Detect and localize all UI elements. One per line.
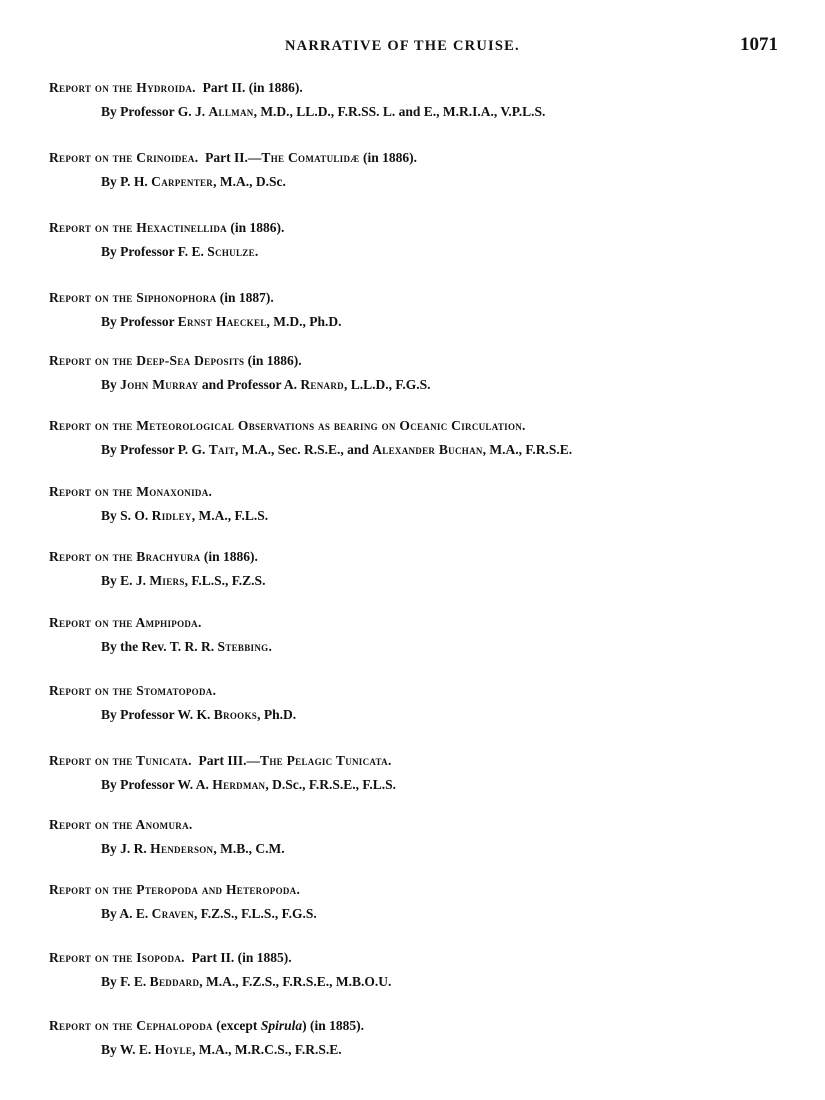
report-title: Report on the Hydroida. Part II. (in 1886). [49, 80, 303, 95]
running-title: NARRATIVE OF THE CRUISE. [285, 38, 520, 54]
report-title: Report on the Meteorological Observations as bearing on Oceanic Circulation. [49, 418, 526, 433]
report-title: Report on the Amphipoda. [49, 615, 202, 630]
report-title: Report on the Cephalopoda (except Spirula) (in 1885). [49, 1018, 364, 1033]
report-author: By Professor G. J. Allman, M.D., LL.D., F.R.SS. L. and E., M.R.I.A., V.P.L.S. [101, 104, 546, 119]
report-author: By P. H. Carpenter, M.A., D.Sc. [101, 174, 286, 189]
report-title: Report on the Siphonophora (in 1887). [49, 290, 274, 305]
report-author: By Professor Ernst Haeckel, M.D., Ph.D. [101, 314, 342, 329]
report-title: Report on the Isopoda. Part II. (in 1885). [49, 950, 292, 965]
report-author: By S. O. Ridley, M.A., F.L.S. [101, 508, 269, 523]
report-author: By Professor W. K. Brooks, Ph.D. [101, 707, 297, 722]
report-author: By W. E. Hoyle, M.A., M.R.C.S., F.R.S.E. [101, 1042, 342, 1057]
report-title: Report on the Brachyura (in 1886). [49, 549, 258, 564]
report-author: By John Murray and Professor A. Renard, L.L.D., F.G.S. [101, 377, 431, 392]
report-title: Report on the Monaxonida. [49, 484, 213, 499]
report-title: Report on the Crinoidea. Part II.—The Comatulidæ (in 1886). [49, 150, 417, 165]
report-author: By F. E. Beddard, M.A., F.Z.S., F.R.S.E., M.B.O.U. [101, 974, 392, 989]
report-author: By the Rev. T. R. R. Stebbing. [101, 639, 272, 654]
report-author: By Professor W. A. Herdman, D.Sc., F.R.S.E., F.L.S. [101, 777, 397, 792]
report-title: Report on the Deep-Sea Deposits (in 1886). [49, 353, 302, 368]
report-author: By J. R. Henderson, M.B., C.M. [101, 841, 285, 856]
page-number: 1071 [740, 34, 778, 55]
report-title: Report on the Hexactinellida (in 1886). [49, 220, 285, 235]
report-title: Report on the Pteropoda and Heteropoda. [49, 882, 301, 897]
page-header [0, 34, 825, 58]
report-title: Report on the Anomura. [49, 817, 193, 832]
report-author: By Professor F. E. Schulze. [101, 244, 259, 259]
report-title: Report on the Tunicata. Part III.—The Pelagic Tunicata. [49, 753, 392, 768]
report-title: Report on the Stomatopoda. [49, 683, 217, 698]
report-author: By A. E. Craven, F.Z.S., F.L.S., F.G.S. [101, 906, 317, 921]
report-author: By E. J. Miers, F.L.S., F.Z.S. [101, 573, 266, 588]
report-author: By Professor P. G. Tait, M.A., Sec. R.S.E., and Alexander Buchan, M.A., F.R.S.E. [101, 442, 573, 457]
